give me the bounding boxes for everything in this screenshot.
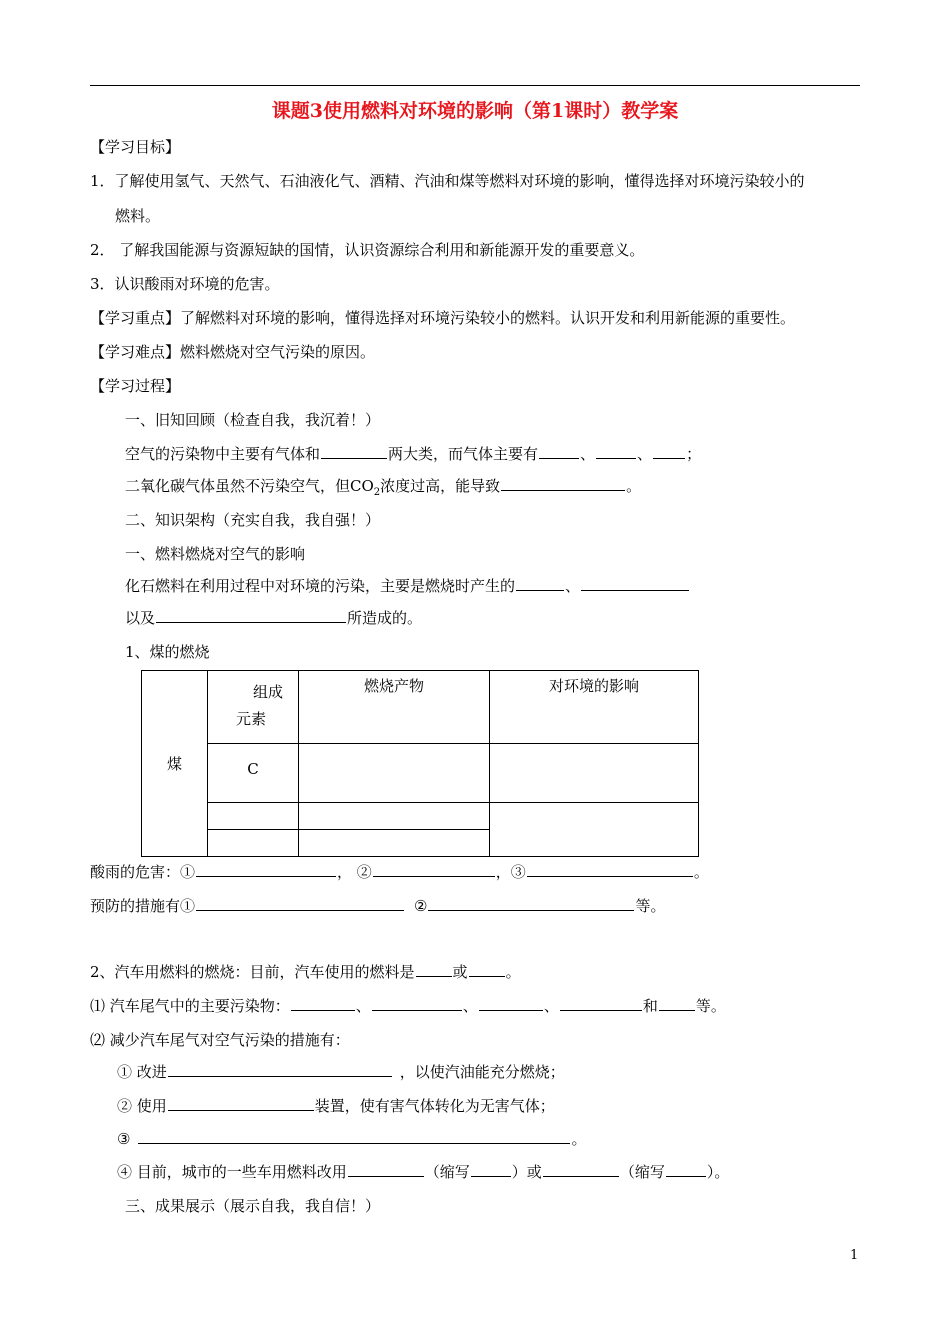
acid-rain-harm bbox=[90, 862, 709, 882]
measure-4-text-a: ④ 目前，城市的一些车用燃料改用 bbox=[117, 1163, 347, 1181]
objectives-heading: 【学习目标】 bbox=[90, 138, 181, 156]
product-cell-2[interactable] bbox=[299, 803, 490, 830]
fossil-text-a: 化石燃料在利用过程中对环境的污染，主要是燃烧时产生的 bbox=[125, 577, 516, 595]
framework-title: 二、知识架构（充实自我，我自强！） bbox=[125, 511, 381, 529]
blank[interactable] bbox=[539, 444, 579, 459]
blank[interactable] bbox=[168, 1062, 392, 1077]
separator: ② bbox=[414, 897, 428, 915]
blank[interactable] bbox=[428, 896, 634, 911]
separator: ，③ bbox=[495, 863, 526, 881]
element-c: C bbox=[247, 760, 259, 778]
harm-label: 酸雨的危害：① bbox=[90, 863, 196, 881]
separator: 或 bbox=[452, 963, 468, 981]
blank[interactable] bbox=[596, 444, 636, 459]
blank[interactable] bbox=[666, 1162, 706, 1177]
header-element-cell bbox=[208, 671, 299, 744]
pollutants-label: ⑴ 汽车尾气中的主要污染物： bbox=[90, 997, 290, 1015]
measure-2-text-b: 装置，使有害气体转化为无害气体； bbox=[314, 1097, 555, 1115]
separator: 、 bbox=[355, 997, 371, 1015]
car-fuel-heading bbox=[90, 962, 521, 982]
difficulty: 【学习难点】燃料燃烧对空气污染的原因。 bbox=[90, 343, 376, 361]
objective-3: 3．认识酸雨对环境的危害。 bbox=[90, 275, 280, 293]
blank[interactable] bbox=[372, 996, 462, 1011]
blank[interactable] bbox=[291, 996, 355, 1011]
header-impact-cell bbox=[490, 671, 699, 744]
blank[interactable] bbox=[501, 476, 625, 491]
measure-1-text-b: ，以使汽油能充分燃烧； bbox=[399, 1063, 565, 1081]
blank[interactable] bbox=[560, 996, 642, 1011]
blank[interactable] bbox=[581, 576, 689, 591]
car-measure-2 bbox=[117, 1096, 555, 1116]
car-measure-4 bbox=[117, 1162, 729, 1182]
showcase-title: 三、成果展示（展示自我，我自信！） bbox=[125, 1197, 381, 1215]
objective-1-line1: 1．了解使用氢气、天然气、石油液化气、酒精、汽油和煤等燃料对环境的影响，懂得选择对环境污染较小的 bbox=[90, 172, 805, 190]
separator: 、 bbox=[462, 997, 478, 1015]
objective-1-line2: 燃料。 bbox=[115, 207, 161, 225]
objective-2: 2． 了解我国能源与资源短缺的国情，认识资源综合利用和新能源开发的重要意义。 bbox=[90, 241, 645, 259]
measure-4-text-e: ）。 bbox=[706, 1163, 730, 1181]
header-product: 燃烧产物 bbox=[363, 677, 424, 695]
separator: 。 bbox=[693, 863, 709, 881]
coal-row-label bbox=[142, 671, 208, 857]
acid-rain-prevention bbox=[90, 896, 665, 916]
fossil-fuel-line1 bbox=[125, 576, 690, 596]
blank[interactable] bbox=[479, 996, 543, 1011]
blank[interactable] bbox=[471, 1162, 511, 1177]
separator: ， ② bbox=[337, 863, 372, 881]
section1-title: 一、燃料燃烧对空气的影响 bbox=[125, 545, 306, 563]
separator: 等。 bbox=[635, 897, 666, 915]
car-measures-label: ⑵ 减少汽车尾气对空气污染的措施有： bbox=[90, 1031, 350, 1049]
element-c-cell bbox=[208, 744, 299, 803]
car-pollutants bbox=[90, 996, 726, 1016]
blank[interactable] bbox=[373, 862, 495, 877]
blank[interactable] bbox=[138, 1129, 570, 1144]
document-title: 课题3使用燃料对环境的影响（第1课时）教学案 bbox=[271, 100, 679, 122]
key-point: 【学习重点】了解燃料对环境的影响，懂得选择对环境污染较小的燃料。认识开发和利用新能源的重要性。 bbox=[90, 309, 796, 327]
header-element-line2: 元素 bbox=[236, 710, 267, 728]
header-element-line1: 组成 bbox=[253, 683, 284, 701]
fossil-text-b: 以及 bbox=[125, 609, 156, 627]
blank[interactable] bbox=[348, 1162, 424, 1177]
measure-3-text-a: ③ bbox=[117, 1130, 131, 1148]
separator: 、 bbox=[637, 445, 653, 463]
header-rule bbox=[90, 85, 860, 86]
prevent-label: 预防的措施有① bbox=[90, 897, 196, 915]
coal-heading: 1、煤的燃烧 bbox=[125, 643, 210, 661]
review-question-1 bbox=[125, 444, 701, 464]
measure-1-text-a: ① 改进 bbox=[117, 1063, 167, 1081]
impact-c-cell[interactable] bbox=[490, 744, 699, 803]
impact-cell-2[interactable] bbox=[490, 803, 699, 857]
blank[interactable] bbox=[527, 862, 693, 877]
product-c-cell[interactable] bbox=[299, 744, 490, 803]
blank[interactable] bbox=[168, 1096, 314, 1111]
element-cell-2[interactable] bbox=[208, 803, 299, 830]
page-number: 1 bbox=[850, 1248, 859, 1263]
separator: 。 bbox=[505, 963, 521, 981]
review-q2-text-a: 二氧化碳气体虽然不污染空气，但CO bbox=[125, 477, 374, 495]
header-impact: 对环境的影响 bbox=[548, 677, 639, 695]
blank[interactable] bbox=[196, 896, 404, 911]
blank[interactable] bbox=[659, 996, 695, 1011]
blank[interactable] bbox=[543, 1162, 619, 1177]
fossil-fuel-line2 bbox=[125, 608, 422, 628]
coal-combustion-table bbox=[141, 670, 699, 857]
review-q1-text-a: 空气的污染物中主要有气体和 bbox=[125, 445, 321, 463]
separator: ； bbox=[686, 445, 702, 463]
measure-4-text-c: ）或 bbox=[511, 1163, 542, 1181]
process-heading: 【学习过程】 bbox=[90, 377, 181, 395]
separator: 、 bbox=[565, 577, 581, 595]
review-q2-text-b: 浓度过高，能导致 bbox=[380, 477, 501, 495]
blank[interactable] bbox=[196, 862, 336, 877]
review-question-2 bbox=[125, 476, 641, 503]
measure-4-text-d: （缩写 bbox=[619, 1163, 665, 1181]
fossil-text-c: 所造成的。 bbox=[347, 609, 423, 627]
element-cell-3[interactable] bbox=[208, 830, 299, 857]
separator: 等。 bbox=[695, 997, 726, 1015]
review-title: 一、旧知回顾（检查自我，我沉着！） bbox=[125, 411, 381, 429]
separator: 、 bbox=[580, 445, 596, 463]
separator: 。 bbox=[626, 477, 642, 495]
blank[interactable] bbox=[156, 608, 346, 623]
blank[interactable] bbox=[653, 444, 685, 459]
separator: 、 bbox=[543, 997, 559, 1015]
coal-label: 煤 bbox=[166, 755, 182, 773]
blank[interactable] bbox=[416, 962, 452, 977]
product-cell-3[interactable] bbox=[299, 830, 490, 857]
review-q1-text-b: 两大类，而气体主要有 bbox=[388, 445, 539, 463]
blank[interactable] bbox=[469, 962, 505, 977]
subscript: 2 bbox=[373, 487, 381, 498]
car-measure-3 bbox=[117, 1129, 586, 1149]
measure-4-text-b: （缩写 bbox=[424, 1163, 470, 1181]
blank[interactable] bbox=[321, 444, 387, 459]
car-heading-text: 2、汽车用燃料的燃烧：目前，汽车使用的燃料是 bbox=[90, 963, 415, 981]
separator: 。 bbox=[571, 1130, 587, 1148]
measure-2-text-a: ② 使用 bbox=[117, 1097, 167, 1115]
separator: 和 bbox=[642, 997, 658, 1015]
header-product-cell bbox=[299, 671, 490, 744]
blank[interactable] bbox=[516, 576, 564, 591]
car-measure-1 bbox=[117, 1062, 565, 1082]
